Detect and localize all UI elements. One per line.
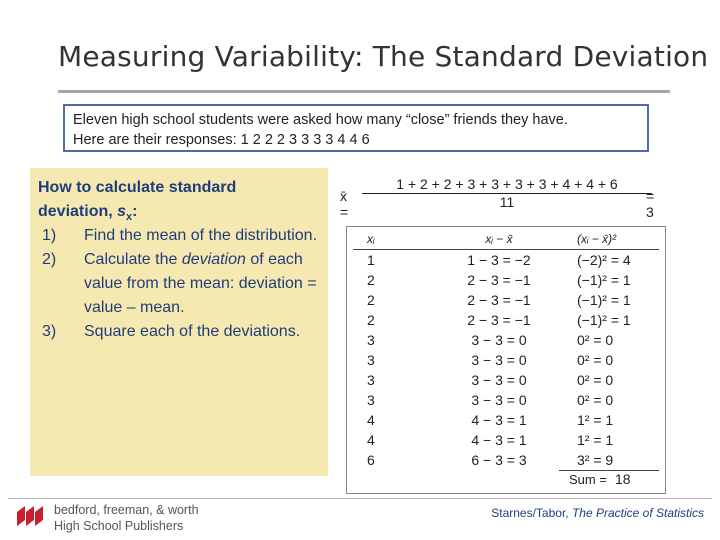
col-header-squared: (xᵢ − x̄)² (559, 229, 659, 250)
table-row (353, 350, 659, 370)
step-number: 2) (42, 251, 57, 268)
table-row (353, 390, 659, 410)
col-header-deviation: xᵢ − x̄ (439, 229, 559, 250)
table-header-row (353, 229, 659, 250)
title-underline (58, 90, 670, 93)
cell-value: 3 (367, 332, 375, 348)
steps-box (30, 168, 328, 476)
cell-squared: 3² = 9 (559, 450, 659, 471)
cell-deviation: 3 − 3 = 0 (471, 352, 527, 368)
cell-squared: (−2)² = 4 (577, 252, 631, 268)
cell-value: 2 (367, 312, 375, 328)
step-item (42, 320, 324, 344)
problem-statement-box (63, 104, 649, 152)
step-text-post: of each value from the mean: deviation = value – mean. (84, 251, 317, 316)
steps-heading-line1: How to calculate standard (38, 179, 237, 196)
cell-deviation: 6 − 3 = 3 (471, 452, 527, 469)
cell-deviation: 4 − 3 = 1 (471, 432, 527, 448)
heading-colon: : (132, 203, 138, 220)
step-text: Find the mean of the distribution. (84, 227, 318, 244)
cell-value: 4 (367, 432, 375, 448)
publisher-line-1: bedford, freeman, & worth (54, 503, 199, 517)
table-row (353, 370, 659, 390)
sum-label: Sum = (569, 472, 607, 487)
cell-squared: (−1)² = 1 (577, 292, 631, 308)
cell-value: 3 (367, 392, 375, 408)
sd-symbol: s (117, 203, 127, 220)
step-number: 3) (42, 323, 57, 340)
cell-squared: 1² = 1 (577, 412, 614, 428)
step-number: 1) (42, 227, 57, 244)
cell-deviation: 3 − 3 = 0 (471, 332, 527, 348)
step-text-italic: deviation (181, 251, 246, 268)
cell-squared: (−1)² = 1 (577, 312, 631, 328)
table-row (353, 450, 659, 471)
cell-value: 4 (367, 412, 375, 428)
cell-value: 6 (367, 452, 375, 469)
cell-squared: (−1)² = 1 (577, 272, 631, 288)
mean-numerator: 1 + 2 + 2 + 3 + 3 + 3 + 3 + 4 + 4 + 6 (362, 176, 652, 194)
cell-deviation: 2 − 3 = −1 (467, 272, 531, 288)
step-item (42, 248, 324, 320)
credit-authors: Starnes/Tabor, (491, 506, 572, 520)
cell-deviation: 2 − 3 = −1 (467, 292, 531, 308)
problem-line-2: Here are their responses: 1 2 2 2 3 3 3 3 4 4 6 (73, 132, 370, 148)
cell-squared: 0² = 0 (577, 392, 614, 408)
cell-deviation: 1 − 3 = −2 (467, 252, 531, 268)
cell-value: 3 (367, 352, 375, 368)
publisher-name (54, 502, 199, 534)
sum-row (569, 471, 631, 487)
table-row (353, 290, 659, 310)
table-body (353, 250, 659, 471)
cell-value: 1 (367, 252, 375, 268)
credit-book-title: The Practice of Statistics (571, 506, 704, 520)
cell-squared: 0² = 0 (577, 332, 614, 348)
steps-list (42, 224, 324, 344)
table-row (353, 410, 659, 430)
cell-deviation: 3 − 3 = 0 (471, 372, 527, 388)
deviation-table (353, 229, 659, 471)
cell-value: 2 (367, 292, 375, 308)
step-item (42, 224, 324, 248)
cell-deviation: 2 − 3 = −1 (467, 312, 531, 328)
table-row (353, 430, 659, 450)
footer-divider (8, 498, 712, 499)
mean-equation-rhs: = 3 (646, 188, 655, 220)
cell-squared: 1² = 1 (577, 432, 614, 448)
cell-squared: 0² = 0 (577, 372, 614, 388)
slide-title: Measuring Variability: The Standard Deviation (58, 40, 709, 73)
cell-deviation: 3 − 3 = 0 (471, 392, 527, 408)
cell-value: 2 (367, 272, 375, 288)
cell-deviation: 4 − 3 = 1 (471, 412, 527, 428)
mean-denominator: 11 (499, 194, 515, 210)
deviation-table-panel (346, 226, 666, 494)
steps-heading (38, 176, 236, 229)
sd-subscript: x (126, 211, 133, 224)
book-credit (491, 506, 704, 520)
mean-equation-lhs: x̄ = (340, 188, 349, 220)
sum-value: 18 (614, 471, 631, 487)
step-text: Square each of the deviations. (84, 323, 301, 340)
mean-fraction (362, 176, 652, 210)
problem-line-1: Eleven high school students were asked how many “close” friends they have. (73, 112, 568, 128)
table-row (353, 330, 659, 350)
cell-value: 3 (367, 372, 375, 388)
table-row (353, 270, 659, 290)
publisher-line-2: High School Publishers (54, 519, 184, 533)
publisher-logo-icon (16, 504, 46, 528)
cell-squared: 0² = 0 (577, 352, 614, 368)
col-header-x: xᵢ (353, 229, 439, 250)
table-row (353, 250, 659, 271)
steps-heading-line2: deviation, (38, 203, 118, 220)
step-text-pre: Calculate the (84, 251, 182, 268)
table-row (353, 310, 659, 330)
